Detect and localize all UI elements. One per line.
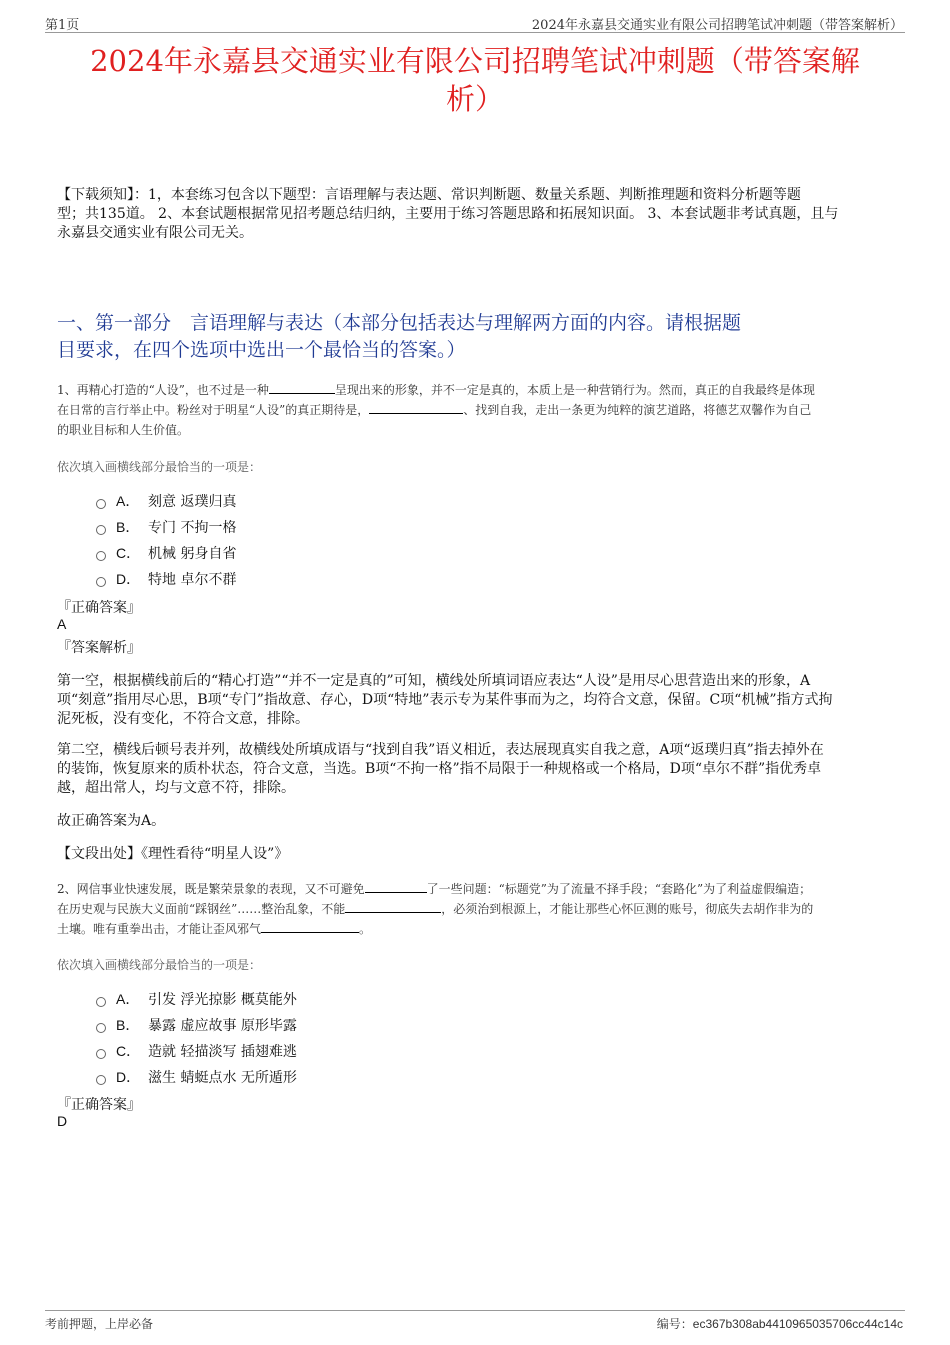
analysis-line: 越，超出常人，均与文意不符，排除。 <box>57 780 295 796</box>
section-line-1: 一、第一部分 言语理解与表达（本部分包括表达与理解两方面的内容。请根据题 <box>57 312 742 334</box>
radio-icon[interactable] <box>96 551 106 561</box>
q2-answer: D <box>57 1113 68 1129</box>
q2-prompt: 依次填入画横线部分最恰当的一项是： <box>57 958 262 972</box>
fill-blank <box>269 381 335 394</box>
q2-option-d[interactable] <box>96 1067 297 1087</box>
download-notice <box>57 186 902 243</box>
radio-icon[interactable] <box>96 1023 106 1033</box>
notice-line-3: 永嘉县交通实业有限公司无关。 <box>57 225 253 241</box>
q2-text: ，必须治到根源上，才能让那些心怀叵测的账号，彻底失去胡作非为的 <box>441 902 814 916</box>
option-text: 引发 浮光掠影 概莫能外 <box>148 992 297 1008</box>
option-text: 机械 躬身自省 <box>148 546 237 562</box>
section-heading <box>57 310 902 364</box>
q2-option-b[interactable] <box>96 1015 297 1035</box>
q2-line-2 <box>57 899 899 919</box>
option-letter: B． <box>116 1017 140 1033</box>
q2-option-c[interactable] <box>96 1041 297 1061</box>
title-line-2: 析） <box>445 82 504 116</box>
footer-code <box>657 1315 903 1332</box>
q1-conclusion: 故正确答案为A。 <box>57 813 166 829</box>
fill-blank <box>261 920 359 933</box>
question-2-stem <box>57 879 899 939</box>
q2-text: 了一些问题：“标题党”为了流量不择手段；“套路化”为了利益虚假编造； <box>426 882 812 896</box>
radio-icon[interactable] <box>96 997 106 1007</box>
q2-line-3 <box>57 919 899 939</box>
q2-option-a[interactable] <box>96 989 297 1009</box>
analysis-line: 第二空，横线后顿号表并列，故横线处所填成语与“找到自我”语义相近，表达展现真实自我之意，A项“返璞归真”指去掉外在 <box>57 742 824 758</box>
q1-answer: A <box>57 616 67 632</box>
q2-text: 在历史观与民族大义面前“踩钢丝”……整治乱象，不能 <box>57 902 346 916</box>
q1-source: 【文段出处】《理性看待“明星人设”》 <box>57 846 289 862</box>
analysis-line: 第一空，根据横线前后的“精心打造”“并不一定是真的”可知，横线处所填词语应表达“人设”是用尽心思营造出来的形象，A <box>57 673 811 689</box>
header-divider <box>45 32 905 33</box>
option-text: 造就 轻描淡写 插翅难逃 <box>148 1044 297 1060</box>
q2-line-1 <box>57 879 899 899</box>
q1-option-c[interactable] <box>96 543 236 563</box>
footer-code-value: ec367b308ab4410965035706cc44c14c <box>692 1317 903 1331</box>
q1-answer-label: 『正确答案』 <box>57 600 141 616</box>
option-letter: C． <box>116 1043 141 1059</box>
radio-icon[interactable] <box>96 577 106 587</box>
q1-text: 1、再精心打造的“人设”，也不过是一种 <box>57 383 269 397</box>
q1-option-a[interactable] <box>96 491 236 511</box>
header-doc-title: 2024年永嘉县交通实业有限公司招聘笔试冲刺题（带答案解析） <box>531 18 903 33</box>
q2-text: 。 <box>359 922 372 936</box>
footer-divider <box>45 1310 905 1311</box>
question-1-stem <box>57 380 899 440</box>
footer-slogan: 考前押题，上岸必备 <box>45 1317 154 1331</box>
page-number: 第1页 <box>45 18 80 33</box>
radio-icon[interactable] <box>96 1049 106 1059</box>
option-text: 刻意 返璞归真 <box>148 494 237 510</box>
q1-text: 在日常的言行举止中。粉丝对于明星“人设”的真正期待是， <box>57 403 370 417</box>
fill-blank <box>345 900 441 913</box>
option-letter: C． <box>116 545 141 561</box>
option-letter: A． <box>116 493 140 509</box>
q1-analysis-para-2 <box>57 741 887 798</box>
q2-text: 2、网信事业快速发展，既是繁荣景象的表现，又不可避免 <box>57 882 365 896</box>
option-text: 特地 卓尔不群 <box>148 572 237 588</box>
analysis-line: 的装饰，恢复原来的质朴状态，符合文意，当选。B项“不拘一格”指不局限于一种规格或一个格局，D项“卓尔不群”指优秀卓 <box>57 761 822 777</box>
radio-icon[interactable] <box>96 1075 106 1085</box>
footer-code-label: 编号： <box>656 1317 693 1331</box>
page-title <box>45 42 905 118</box>
option-text: 暴露 虚应故事 原形毕露 <box>148 1018 297 1034</box>
title-line-1: 2024年永嘉县交通实业有限公司招聘笔试冲刺题（带答案解 <box>90 44 860 78</box>
q1-prompt: 依次填入画横线部分最恰当的一项是： <box>57 460 262 474</box>
q1-analysis-label: 『答案解析』 <box>57 640 141 656</box>
section-line-2: 目要求，在四个选项中选出一个最恰当的答案。） <box>57 339 466 361</box>
option-letter: A． <box>116 991 140 1007</box>
notice-line-1: 【下载须知】：1，本套练习包含以下题型：言语理解与表达题、常识判断题、数量关系题、判断推理题和资料分析题等题 <box>57 187 801 203</box>
q1-option-d[interactable] <box>96 569 236 589</box>
q1-line-3: 的职业目标和人生价值。 <box>57 423 190 437</box>
radio-icon[interactable] <box>96 525 106 535</box>
q1-text: 、找到自我，走出一条更为纯粹的演艺道路，将德艺双馨作为自己 <box>463 403 812 417</box>
option-letter: D． <box>116 571 141 587</box>
q2-answer-label: 『正确答案』 <box>57 1097 141 1113</box>
fill-blank <box>369 401 463 414</box>
fill-blank <box>365 880 427 893</box>
q2-text: 土壤。唯有重拳出击，才能让歪风邪气 <box>57 922 262 936</box>
notice-line-2: 型；共135道。 2、本套试题根据常见招考题总结归纳，主要用于练习答题思路和拓展知识面。 3、本套试题非考试真题，且与 <box>57 206 839 222</box>
analysis-line: 泥死板，没有变化，不符合文意，排除。 <box>57 711 309 727</box>
option-letter: D． <box>116 1069 141 1085</box>
q1-line-2 <box>57 400 899 420</box>
q1-option-b[interactable] <box>96 517 236 537</box>
option-text: 专门 不拘一格 <box>148 520 237 536</box>
option-letter: B． <box>116 519 140 535</box>
q1-text: 呈现出来的形象，并不一定是真的，本质上是一种营销行为。然而，真正的自我最终是体现 <box>334 383 815 397</box>
q1-analysis-para-1 <box>57 672 887 729</box>
analysis-line: 项“刻意”指用尽心思，B项“专门”指故意、存心，D项“特地”表示专为某件事而为之，均符合文意，保留。C项“机械”指方式拘 <box>57 692 833 708</box>
option-text: 滋生 蜻蜓点水 无所遁形 <box>148 1070 297 1086</box>
q1-line-1 <box>57 380 899 400</box>
radio-icon[interactable] <box>96 499 106 509</box>
